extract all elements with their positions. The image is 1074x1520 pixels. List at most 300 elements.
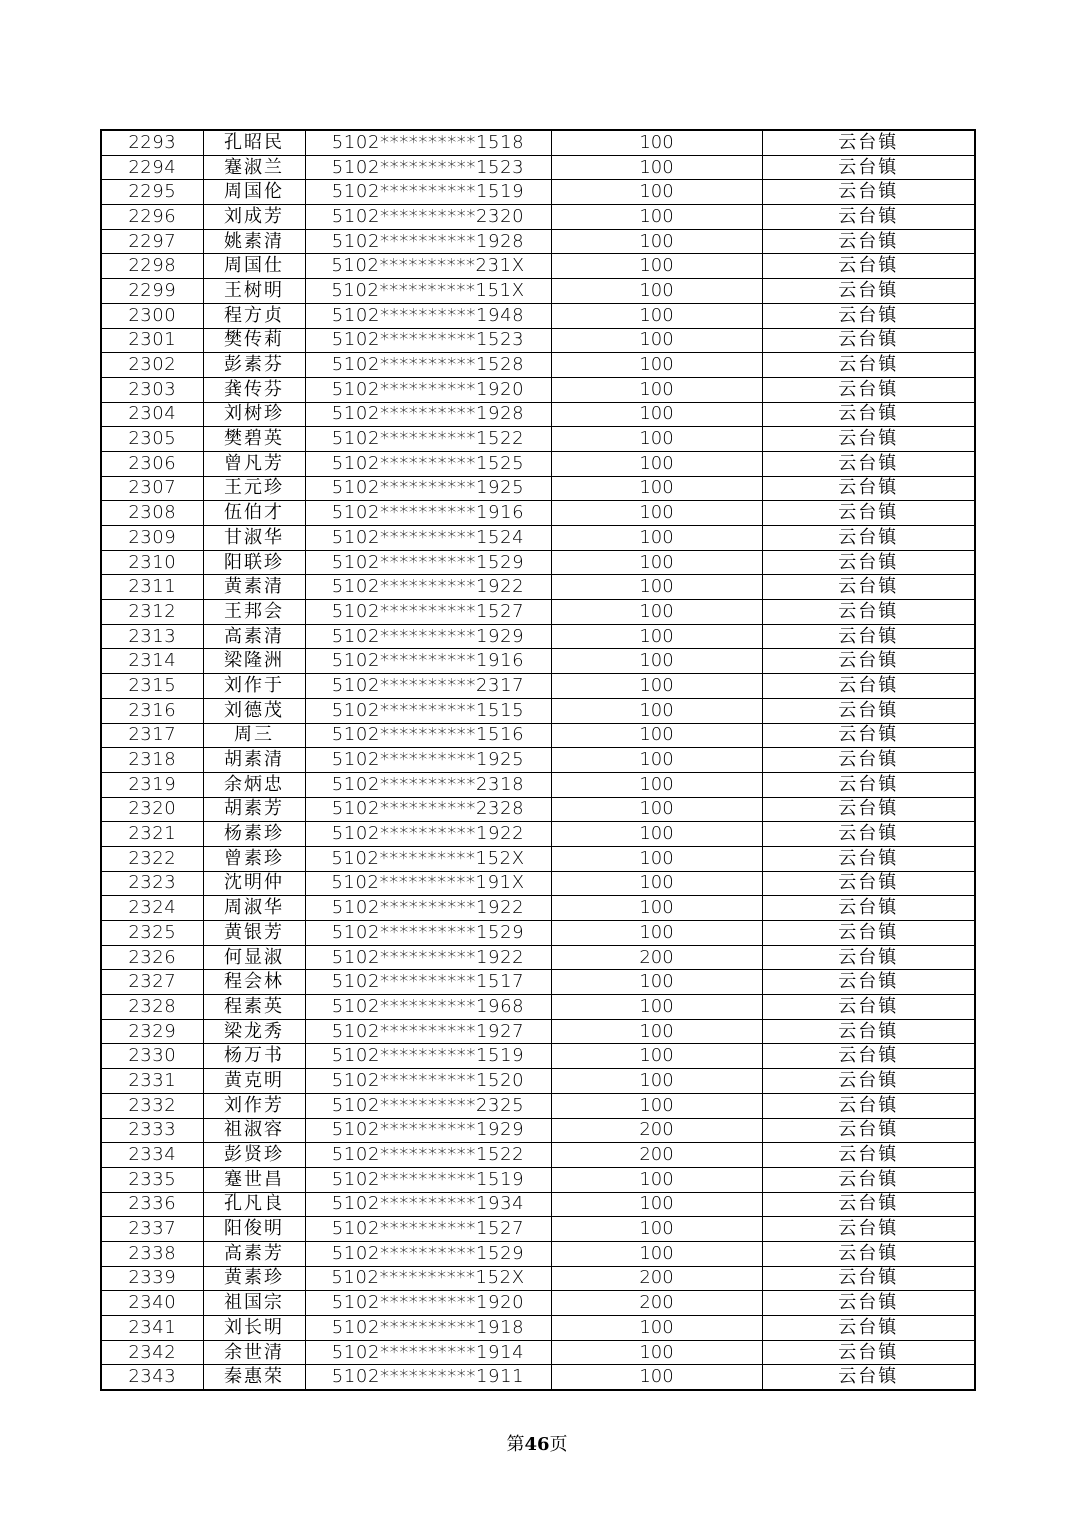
name-cell: 彭素芬: [203, 353, 305, 378]
amount-cell: 100: [551, 279, 762, 304]
table-row: [101, 748, 975, 773]
table-row: [101, 674, 975, 699]
amount-cell: 100: [551, 1069, 762, 1094]
row-number-cell: 2340: [101, 1291, 203, 1316]
name-cell: 周淑华: [203, 896, 305, 921]
table-row: [101, 698, 975, 723]
name-cell: 刘作芳: [203, 1093, 305, 1118]
amount-cell: 100: [551, 575, 762, 600]
id-number-cell: 5102**********1925: [305, 748, 551, 773]
town-cell: 云台镇: [762, 1291, 975, 1316]
row-number-cell: 2322: [101, 846, 203, 871]
id-number-cell: 5102**********1928: [305, 402, 551, 427]
roster-table-body: [101, 130, 975, 1390]
row-number-cell: 2314: [101, 649, 203, 674]
amount-cell: 100: [551, 921, 762, 946]
id-number-cell: 5102**********1920: [305, 377, 551, 402]
table-row: [101, 1316, 975, 1341]
town-cell: 云台镇: [762, 921, 975, 946]
name-cell: 刘成芳: [203, 205, 305, 230]
table-row: [101, 723, 975, 748]
town-cell: 云台镇: [762, 328, 975, 353]
table-row: [101, 1143, 975, 1168]
row-number-cell: 2320: [101, 797, 203, 822]
town-cell: 云台镇: [762, 229, 975, 254]
town-cell: 云台镇: [762, 624, 975, 649]
town-cell: 云台镇: [762, 846, 975, 871]
name-cell: 樊碧英: [203, 427, 305, 452]
id-number-cell: 5102**********1529: [305, 921, 551, 946]
amount-cell: 100: [551, 550, 762, 575]
town-cell: 云台镇: [762, 797, 975, 822]
name-cell: 王树明: [203, 279, 305, 304]
id-number-cell: 5102**********1929: [305, 624, 551, 649]
id-number-cell: 5102**********1529: [305, 1241, 551, 1266]
id-number-cell: 5102**********2318: [305, 772, 551, 797]
id-number-cell: 5102**********1528: [305, 353, 551, 378]
table-row: [101, 846, 975, 871]
name-cell: 黄素清: [203, 575, 305, 600]
town-cell: 云台镇: [762, 1217, 975, 1242]
table-row: [101, 155, 975, 180]
table-row: [101, 624, 975, 649]
town-cell: 云台镇: [762, 995, 975, 1020]
amount-cell: 100: [551, 624, 762, 649]
amount-cell: 100: [551, 1192, 762, 1217]
table-row: [101, 1365, 975, 1390]
town-cell: 云台镇: [762, 1340, 975, 1365]
name-cell: 黄克明: [203, 1069, 305, 1094]
name-cell: 孔昭民: [203, 130, 305, 155]
town-cell: 云台镇: [762, 1316, 975, 1341]
table-row: [101, 1167, 975, 1192]
town-cell: 云台镇: [762, 649, 975, 674]
table-row: [101, 649, 975, 674]
table-row: [101, 945, 975, 970]
town-cell: 云台镇: [762, 1365, 975, 1390]
page-footer: [0, 1430, 1074, 1456]
name-cell: 黄素珍: [203, 1266, 305, 1291]
amount-cell: 100: [551, 1093, 762, 1118]
town-cell: 云台镇: [762, 180, 975, 205]
id-number-cell: 5102**********1519: [305, 180, 551, 205]
id-number-cell: 5102**********1929: [305, 1118, 551, 1143]
id-number-cell: 5102**********152X: [305, 846, 551, 871]
amount-cell: 100: [551, 871, 762, 896]
name-cell: 祖国宗: [203, 1291, 305, 1316]
table-row: [101, 1340, 975, 1365]
row-number-cell: 2325: [101, 921, 203, 946]
table-row: [101, 328, 975, 353]
name-cell: 杨素珍: [203, 822, 305, 847]
amount-cell: 200: [551, 1143, 762, 1168]
table-row: [101, 1192, 975, 1217]
id-number-cell: 5102**********1927: [305, 1019, 551, 1044]
row-number-cell: 2300: [101, 303, 203, 328]
amount-cell: 100: [551, 303, 762, 328]
name-cell: 蹇世昌: [203, 1167, 305, 1192]
id-number-cell: 5102**********1922: [305, 945, 551, 970]
row-number-cell: 2315: [101, 674, 203, 699]
id-number-cell: 5102**********1948: [305, 303, 551, 328]
id-number-cell: 5102**********2320: [305, 205, 551, 230]
name-cell: 樊传莉: [203, 328, 305, 353]
town-cell: 云台镇: [762, 1118, 975, 1143]
row-number-cell: 2293: [101, 130, 203, 155]
amount-cell: 100: [551, 674, 762, 699]
table-row: [101, 1069, 975, 1094]
amount-cell: 100: [551, 772, 762, 797]
name-cell: 杨万书: [203, 1044, 305, 1069]
name-cell: 祖淑容: [203, 1118, 305, 1143]
table-row: [101, 402, 975, 427]
row-number-cell: 2338: [101, 1241, 203, 1266]
id-number-cell: 5102**********1525: [305, 451, 551, 476]
table-row: [101, 600, 975, 625]
name-cell: 沈明仲: [203, 871, 305, 896]
id-number-cell: 5102**********1524: [305, 526, 551, 551]
town-cell: 云台镇: [762, 205, 975, 230]
row-number-cell: 2297: [101, 229, 203, 254]
roster-table: [100, 129, 976, 1391]
amount-cell: 200: [551, 945, 762, 970]
row-number-cell: 2312: [101, 600, 203, 625]
table-row: [101, 353, 975, 378]
town-cell: 云台镇: [762, 698, 975, 723]
row-number-cell: 2323: [101, 871, 203, 896]
name-cell: 甘淑华: [203, 526, 305, 551]
town-cell: 云台镇: [762, 279, 975, 304]
id-number-cell: 5102**********191X: [305, 871, 551, 896]
amount-cell: 100: [551, 822, 762, 847]
town-cell: 云台镇: [762, 353, 975, 378]
amount-cell: 100: [551, 451, 762, 476]
town-cell: 云台镇: [762, 1019, 975, 1044]
row-number-cell: 2326: [101, 945, 203, 970]
id-number-cell: 5102**********1968: [305, 995, 551, 1020]
row-number-cell: 2294: [101, 155, 203, 180]
name-cell: 曾凡芳: [203, 451, 305, 476]
row-number-cell: 2334: [101, 1143, 203, 1168]
name-cell: 龚传芬: [203, 377, 305, 402]
row-number-cell: 2324: [101, 896, 203, 921]
town-cell: 云台镇: [762, 1093, 975, 1118]
table-row: [101, 871, 975, 896]
table-row: [101, 476, 975, 501]
table-row: [101, 130, 975, 155]
id-number-cell: 5102**********2317: [305, 674, 551, 699]
row-number-cell: 2301: [101, 328, 203, 353]
name-cell: 程会林: [203, 970, 305, 995]
name-cell: 高素清: [203, 624, 305, 649]
id-number-cell: 5102**********1918: [305, 1316, 551, 1341]
amount-cell: 100: [551, 229, 762, 254]
table-row: [101, 1019, 975, 1044]
name-cell: 周三: [203, 723, 305, 748]
row-number-cell: 2330: [101, 1044, 203, 1069]
row-number-cell: 2304: [101, 402, 203, 427]
name-cell: 孔凡良: [203, 1192, 305, 1217]
town-cell: 云台镇: [762, 550, 975, 575]
name-cell: 王元珍: [203, 476, 305, 501]
table-row: [101, 995, 975, 1020]
town-cell: 云台镇: [762, 501, 975, 526]
table-row: [101, 1291, 975, 1316]
row-number-cell: 2305: [101, 427, 203, 452]
id-number-cell: 5102**********1527: [305, 600, 551, 625]
table-row: [101, 303, 975, 328]
amount-cell: 100: [551, 130, 762, 155]
table-row: [101, 180, 975, 205]
town-cell: 云台镇: [762, 822, 975, 847]
amount-cell: 100: [551, 896, 762, 921]
row-number-cell: 2299: [101, 279, 203, 304]
name-cell: 何显淑: [203, 945, 305, 970]
town-cell: 云台镇: [762, 1266, 975, 1291]
name-cell: 曾素珍: [203, 846, 305, 871]
id-number-cell: 5102**********1914: [305, 1340, 551, 1365]
town-cell: 云台镇: [762, 970, 975, 995]
town-cell: 云台镇: [762, 1143, 975, 1168]
town-cell: 云台镇: [762, 451, 975, 476]
amount-cell: 200: [551, 1291, 762, 1316]
amount-cell: 100: [551, 995, 762, 1020]
row-number-cell: 2328: [101, 995, 203, 1020]
town-cell: 云台镇: [762, 476, 975, 501]
row-number-cell: 2329: [101, 1019, 203, 1044]
row-number-cell: 2332: [101, 1093, 203, 1118]
town-cell: 云台镇: [762, 575, 975, 600]
table-row: [101, 896, 975, 921]
amount-cell: 100: [551, 427, 762, 452]
row-number-cell: 2307: [101, 476, 203, 501]
id-number-cell: 5102**********1922: [305, 575, 551, 600]
id-number-cell: 5102**********1523: [305, 328, 551, 353]
table-row: [101, 1241, 975, 1266]
table-row: [101, 229, 975, 254]
id-number-cell: 5102**********1518: [305, 130, 551, 155]
table-row: [101, 377, 975, 402]
name-cell: 刘长明: [203, 1316, 305, 1341]
row-number-cell: 2310: [101, 550, 203, 575]
name-cell: 周国仕: [203, 254, 305, 279]
amount-cell: 100: [551, 1316, 762, 1341]
amount-cell: 100: [551, 377, 762, 402]
amount-cell: 100: [551, 1241, 762, 1266]
amount-cell: 100: [551, 205, 762, 230]
name-cell: 高素芳: [203, 1241, 305, 1266]
amount-cell: 200: [551, 1118, 762, 1143]
name-cell: 蹇淑兰: [203, 155, 305, 180]
name-cell: 胡素清: [203, 748, 305, 773]
table-row: [101, 1093, 975, 1118]
id-number-cell: 5102**********1925: [305, 476, 551, 501]
row-number-cell: 2313: [101, 624, 203, 649]
amount-cell: 100: [551, 1340, 762, 1365]
amount-cell: 100: [551, 402, 762, 427]
table-row: [101, 797, 975, 822]
table-row: [101, 822, 975, 847]
name-cell: 程方贞: [203, 303, 305, 328]
amount-cell: 100: [551, 1217, 762, 1242]
amount-cell: 100: [551, 1044, 762, 1069]
row-number-cell: 2303: [101, 377, 203, 402]
id-number-cell: 5102**********1922: [305, 896, 551, 921]
town-cell: 云台镇: [762, 1192, 975, 1217]
row-number-cell: 2298: [101, 254, 203, 279]
name-cell: 程素英: [203, 995, 305, 1020]
town-cell: 云台镇: [762, 1044, 975, 1069]
id-number-cell: 5102**********1928: [305, 229, 551, 254]
id-number-cell: 5102**********1922: [305, 822, 551, 847]
name-cell: 余世清: [203, 1340, 305, 1365]
amount-cell: 100: [551, 846, 762, 871]
town-cell: 云台镇: [762, 377, 975, 402]
page-number: 46: [524, 1434, 550, 1455]
town-cell: 云台镇: [762, 772, 975, 797]
row-number-cell: 2309: [101, 526, 203, 551]
town-cell: 云台镇: [762, 254, 975, 279]
town-cell: 云台镇: [762, 427, 975, 452]
amount-cell: 100: [551, 180, 762, 205]
table-row: [101, 1118, 975, 1143]
name-cell: 王邦会: [203, 600, 305, 625]
amount-cell: 100: [551, 723, 762, 748]
row-number-cell: 2319: [101, 772, 203, 797]
amount-cell: 100: [551, 797, 762, 822]
table-row: [101, 1266, 975, 1291]
name-cell: 刘树珍: [203, 402, 305, 427]
id-number-cell: 5102**********151X: [305, 279, 551, 304]
town-cell: 云台镇: [762, 526, 975, 551]
table-row: [101, 279, 975, 304]
row-number-cell: 2306: [101, 451, 203, 476]
row-number-cell: 2302: [101, 353, 203, 378]
row-number-cell: 2331: [101, 1069, 203, 1094]
row-number-cell: 2336: [101, 1192, 203, 1217]
town-cell: 云台镇: [762, 896, 975, 921]
id-number-cell: 5102**********1522: [305, 427, 551, 452]
table-row: [101, 921, 975, 946]
town-cell: 云台镇: [762, 723, 975, 748]
amount-cell: 100: [551, 155, 762, 180]
table-row: [101, 772, 975, 797]
amount-cell: 100: [551, 698, 762, 723]
id-number-cell: 5102**********1519: [305, 1044, 551, 1069]
table-row: [101, 254, 975, 279]
table-row: [101, 970, 975, 995]
amount-cell: 100: [551, 649, 762, 674]
amount-cell: 100: [551, 328, 762, 353]
row-number-cell: 2317: [101, 723, 203, 748]
amount-cell: 100: [551, 501, 762, 526]
id-number-cell: 5102**********1529: [305, 550, 551, 575]
name-cell: 刘德茂: [203, 698, 305, 723]
row-number-cell: 2308: [101, 501, 203, 526]
row-number-cell: 2342: [101, 1340, 203, 1365]
name-cell: 梁龙秀: [203, 1019, 305, 1044]
id-number-cell: 5102**********1916: [305, 501, 551, 526]
amount-cell: 100: [551, 970, 762, 995]
row-number-cell: 2343: [101, 1365, 203, 1390]
row-number-cell: 2316: [101, 698, 203, 723]
name-cell: 胡素芳: [203, 797, 305, 822]
table-row: [101, 205, 975, 230]
footer-prefix: 第: [506, 1434, 525, 1455]
name-cell: 余炳忠: [203, 772, 305, 797]
id-number-cell: 5102**********1516: [305, 723, 551, 748]
name-cell: 黄银芳: [203, 921, 305, 946]
town-cell: 云台镇: [762, 1069, 975, 1094]
id-number-cell: 5102**********1520: [305, 1069, 551, 1094]
table-row: [101, 427, 975, 452]
id-number-cell: 5102**********1522: [305, 1143, 551, 1168]
table-row: [101, 575, 975, 600]
row-number-cell: 2337: [101, 1217, 203, 1242]
town-cell: 云台镇: [762, 748, 975, 773]
town-cell: 云台镇: [762, 945, 975, 970]
row-number-cell: 2339: [101, 1266, 203, 1291]
town-cell: 云台镇: [762, 155, 975, 180]
table-row: [101, 501, 975, 526]
table-row: [101, 451, 975, 476]
town-cell: 云台镇: [762, 871, 975, 896]
id-number-cell: 5102**********1523: [305, 155, 551, 180]
table-row: [101, 526, 975, 551]
id-number-cell: 5102**********1517: [305, 970, 551, 995]
name-cell: 周国伦: [203, 180, 305, 205]
town-cell: 云台镇: [762, 674, 975, 699]
row-number-cell: 2295: [101, 180, 203, 205]
table-row: [101, 1044, 975, 1069]
town-cell: 云台镇: [762, 303, 975, 328]
name-cell: 阳联珍: [203, 550, 305, 575]
town-cell: 云台镇: [762, 130, 975, 155]
amount-cell: 100: [551, 526, 762, 551]
amount-cell: 100: [551, 748, 762, 773]
table-row: [101, 550, 975, 575]
amount-cell: 200: [551, 1266, 762, 1291]
row-number-cell: 2318: [101, 748, 203, 773]
id-number-cell: 5102**********152X: [305, 1266, 551, 1291]
town-cell: 云台镇: [762, 600, 975, 625]
name-cell: 彭贤珍: [203, 1143, 305, 1168]
amount-cell: 100: [551, 1019, 762, 1044]
town-cell: 云台镇: [762, 1167, 975, 1192]
name-cell: 刘作于: [203, 674, 305, 699]
name-cell: 秦惠荣: [203, 1365, 305, 1390]
row-number-cell: 2296: [101, 205, 203, 230]
table-row: [101, 1217, 975, 1242]
id-number-cell: 5102**********1934: [305, 1192, 551, 1217]
row-number-cell: 2341: [101, 1316, 203, 1341]
row-number-cell: 2321: [101, 822, 203, 847]
id-number-cell: 5102**********1911: [305, 1365, 551, 1390]
name-cell: 梁隆洲: [203, 649, 305, 674]
name-cell: 阳俊明: [203, 1217, 305, 1242]
footer-suffix: 页: [549, 1434, 568, 1455]
id-number-cell: 5102**********2328: [305, 797, 551, 822]
amount-cell: 100: [551, 1167, 762, 1192]
id-number-cell: 5102**********1515: [305, 698, 551, 723]
amount-cell: 100: [551, 1365, 762, 1390]
amount-cell: 100: [551, 254, 762, 279]
name-cell: 姚素清: [203, 229, 305, 254]
name-cell: 伍伯才: [203, 501, 305, 526]
amount-cell: 100: [551, 353, 762, 378]
row-number-cell: 2327: [101, 970, 203, 995]
amount-cell: 100: [551, 476, 762, 501]
